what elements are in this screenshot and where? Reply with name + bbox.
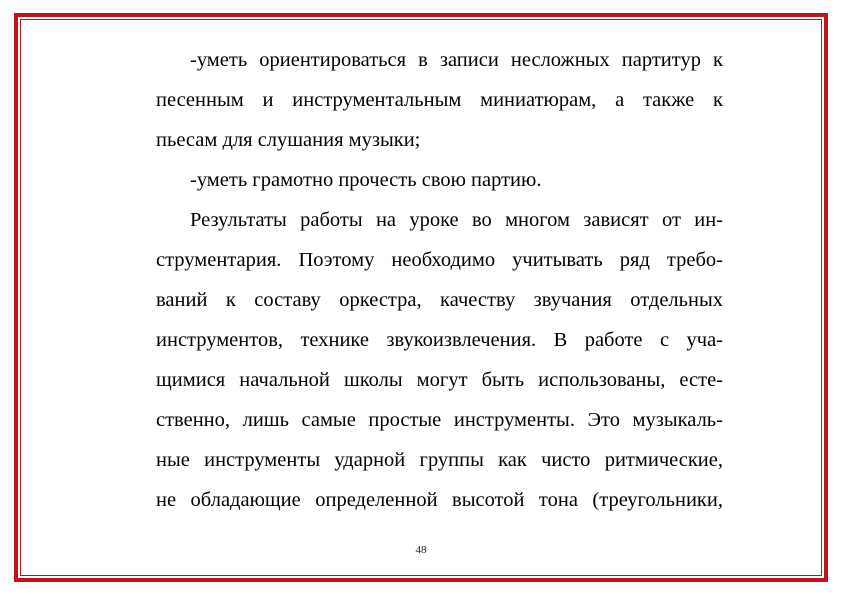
text-line: песенным и инструментальным миниатюрам, а также к xyxy=(156,89,723,111)
page-number: 48 xyxy=(415,544,427,556)
text-line: не обладающие определенной высотой тона (треугольники, xyxy=(156,489,723,511)
text-line: струментария. Поэтому необходимо учитывать ряд требо- xyxy=(156,249,723,271)
text-line: инструментов, технике звукоизвлечения. В работе с уча- xyxy=(156,329,723,351)
text-line: ные инструменты ударной группы как чисто ритмические, xyxy=(156,449,723,471)
text-line: ваний к составу оркестра, качеству звучания отдельных xyxy=(156,289,723,311)
text-line: ственно, лишь самые простые инструменты. Это музыкаль- xyxy=(156,409,723,431)
text-line: -уметь ориентироваться в записи несложных партитур к xyxy=(190,49,723,71)
text-line: щимися начальной школы могут быть использованы, есте- xyxy=(156,369,723,391)
text-line: -уметь грамотно прочесть свою партию. xyxy=(190,169,542,191)
text-line: Результаты работы на уроке во многом зависят от ин- xyxy=(190,209,723,231)
text-line: пьесам для слушания музыки; xyxy=(156,129,421,151)
document-body xyxy=(156,40,723,520)
